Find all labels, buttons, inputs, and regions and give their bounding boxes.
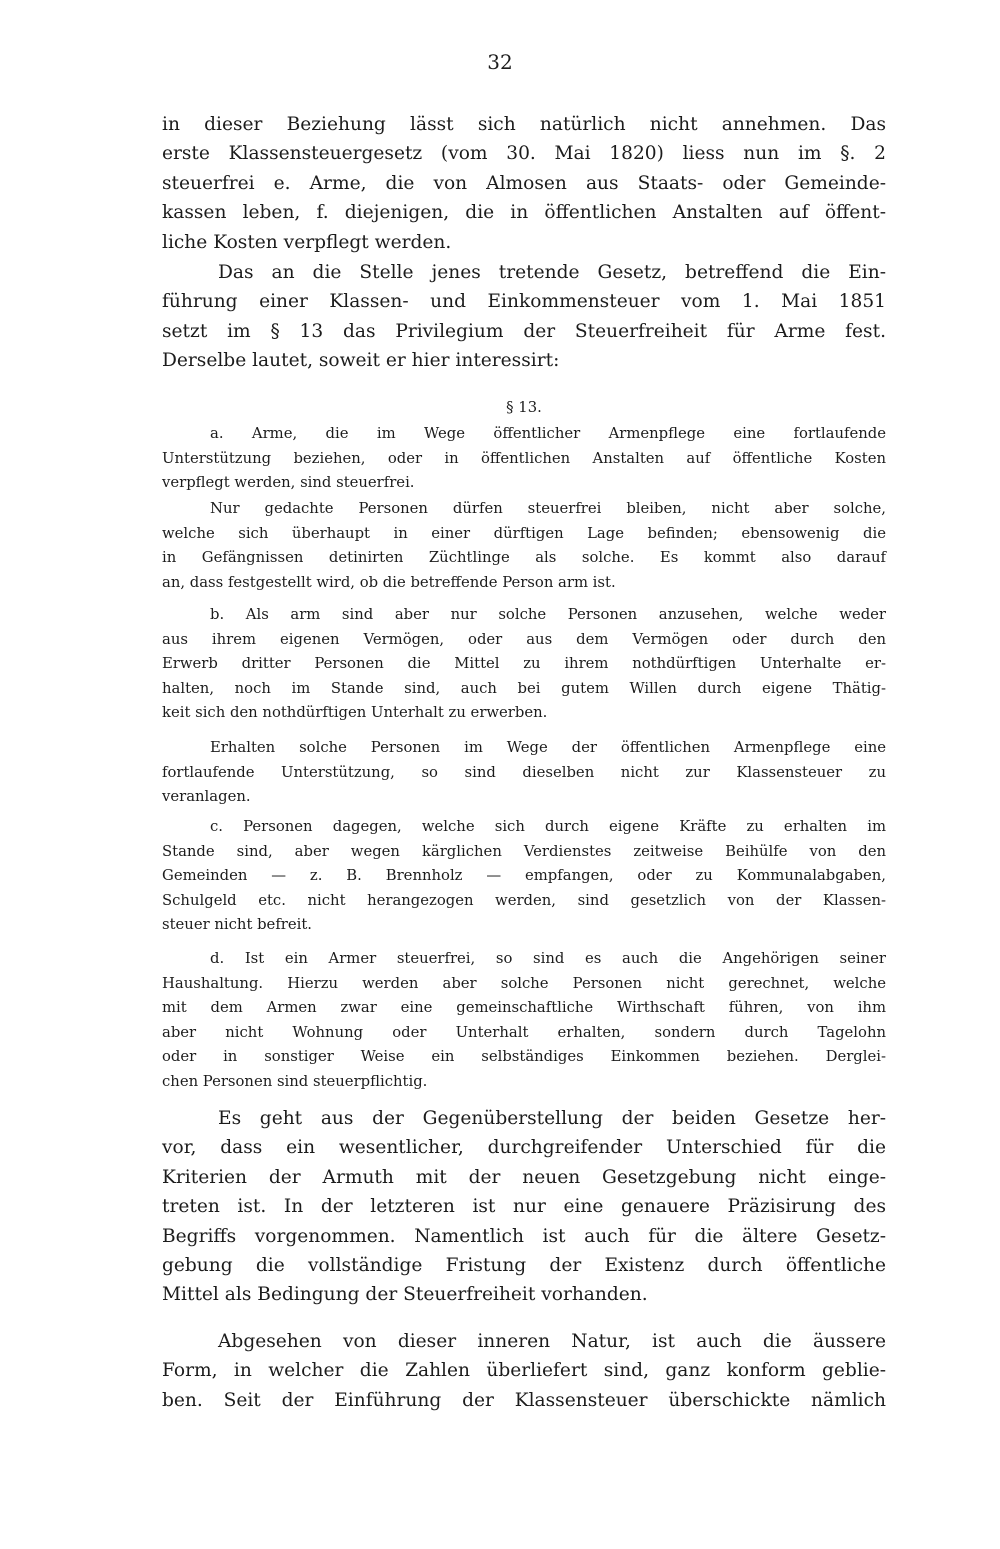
text-line: a. Arme, die im Wege öffentlicher Armenpflege eine fortlaufende bbox=[210, 425, 886, 442]
text-line: steuer nicht befreit. bbox=[162, 916, 313, 933]
text-line: Erhalten solche Personen im Wege der öffentlichen Armenpflege eine bbox=[210, 739, 886, 756]
text-line: veranlagen. bbox=[162, 788, 251, 805]
text-line: führung einer Klassen- und Einkommensteuer vom 1. Mai 1851 bbox=[162, 291, 886, 313]
section-heading bbox=[162, 396, 886, 421]
text-line: Erwerb dritter Personen die Mittel zu ihrem nothdürftigen Unterhalte er- bbox=[162, 655, 886, 672]
text-line: keit sich den nothdürftigen Unterhalt zu erwerben. bbox=[162, 704, 548, 721]
text-line: steuerfrei e. Arme, die von Almosen aus Staats- oder Gemeinde- bbox=[162, 172, 886, 194]
text-line: Gemeinden — z. B. Brennholz — empfangen, oder zu Kommunalabgaben, bbox=[162, 867, 886, 884]
text-line: in dieser Beziehung lässt sich natürlich nicht annehmen. Das bbox=[162, 114, 886, 135]
paragraph-intro bbox=[162, 110, 886, 257]
text-line: verpflegt werden, sind steuerfrei. bbox=[162, 474, 415, 491]
paragraph-law-1851 bbox=[162, 258, 886, 376]
text-line: b. Als arm sind aber nur solche Personen anzusehen, welche weder bbox=[210, 606, 886, 623]
text-line: Es geht aus der Gegenüberstellung der beiden Gesetze her- bbox=[218, 1108, 886, 1129]
text-line: in Gefängnissen detinirten Züchtlinge als solche. Es kommt also darauf bbox=[162, 549, 886, 566]
text-line: oder in sonstiger Weise ein selbständiges Einkommen beziehen. Derglei- bbox=[162, 1048, 886, 1065]
text-line: Das an die Stelle jenes tretende Gesetz, betreffend die Ein- bbox=[218, 262, 886, 283]
text-line: mit dem Armen zwar eine gemeinschaftliche Wirthschaft führen, von ihm bbox=[162, 999, 886, 1016]
text-line: Begriffs vorgenommen. Namentlich ist auch für die ältere Gesetz- bbox=[162, 1225, 886, 1247]
text-line: aber nicht Wohnung oder Unterhalt erhalten, sondern durch Tagelohn bbox=[162, 1023, 886, 1041]
text-line: an, dass festgestellt wird, ob die betreffende Person arm ist. bbox=[162, 573, 616, 591]
text-line: Kriterien der Armuth mit der neuen Gesetzgebung nicht einge- bbox=[162, 1166, 886, 1188]
clause-d bbox=[162, 947, 886, 1094]
text-line: Abgesehen von dieser inneren Natur, ist auch die äussere bbox=[218, 1331, 886, 1352]
text-line: Nur gedachte Personen dürfen steuerfrei bleiben, nicht aber solche, bbox=[210, 500, 886, 517]
text-line: erste Klassensteuergesetz (vom 30. Mai 1820) liess nun im §. 2 bbox=[162, 143, 886, 165]
text-line: vor, dass ein wesentlicher, durchgreifender Unterschied für die bbox=[162, 1137, 886, 1159]
text-line: Form, in welcher die Zahlen überliefert sind, ganz konform geblie- bbox=[162, 1360, 886, 1382]
text-line: c. Personen dagegen, welche sich durch eigene Kräfte zu erhalten im bbox=[210, 818, 886, 835]
text-line: halten, noch im Stande sind, auch bei gutem Willen durch eigene Thätig- bbox=[162, 679, 886, 697]
text-line: Derselbe lautet, soweit er hier interessirt: bbox=[162, 350, 560, 372]
text-line: Unterstützung beziehen, oder in öffentlichen Anstalten auf öffentliche Kosten bbox=[162, 449, 886, 467]
clause-a-note bbox=[162, 497, 886, 595]
text-line: d. Ist ein Armer steuerfrei, so sind es auch die Angehörigen seiner bbox=[210, 950, 886, 967]
clause-a bbox=[162, 422, 886, 496]
text-line: liche Kosten verpflegt werden. bbox=[162, 231, 452, 253]
text-line: setzt im § 13 das Privilegium der Steuerfreiheit für Arme fest. bbox=[162, 320, 886, 342]
paragraph-comparison bbox=[162, 1104, 886, 1310]
text-line: ben. Seit der Einführung der Klassensteuer überschickte nämlich bbox=[162, 1389, 886, 1411]
text-line: kassen leben, f. diejenigen, die in öffentlichen Anstalten auf öffent- bbox=[162, 202, 886, 224]
text-line: Stande sind, aber wegen kärglichen Verdienstes zeitweise Beihülfe von den bbox=[162, 842, 886, 860]
text-line: fortlaufende Unterstützung, so sind dieselben nicht zur Klassensteuer zu bbox=[162, 763, 886, 781]
text-line: welche sich überhaupt in einer dürftigen Lage befinden; ebensowenig die bbox=[162, 524, 886, 542]
text-line: treten ist. In der letzteren ist nur eine genauere Präzisirung des bbox=[162, 1196, 886, 1218]
section-heading-text: § 13. bbox=[506, 399, 542, 416]
clause-b-note bbox=[162, 736, 886, 810]
text-line: aus ihrem eigenen Vermögen, oder aus dem Vermögen oder durch den bbox=[162, 630, 886, 648]
text-line: gebung die vollständige Fristung der Existenz durch öffentliche bbox=[162, 1255, 886, 1277]
text-line: Schulgeld etc. nicht herangezogen werden, sind gesetzlich von der Klassen- bbox=[162, 891, 886, 909]
text-line: Mittel als Bedingung der Steuerfreiheit vorhanden. bbox=[162, 1284, 648, 1306]
text-line: chen Personen sind steuerpflichtig. bbox=[162, 1072, 428, 1090]
clause-c bbox=[162, 815, 886, 938]
clause-b bbox=[162, 603, 886, 726]
paragraph-form bbox=[162, 1327, 886, 1415]
page-number: 32 bbox=[487, 50, 513, 74]
text-line: Haushaltung. Hierzu werden aber solche Personen nicht gerechnet, welche bbox=[162, 974, 886, 992]
